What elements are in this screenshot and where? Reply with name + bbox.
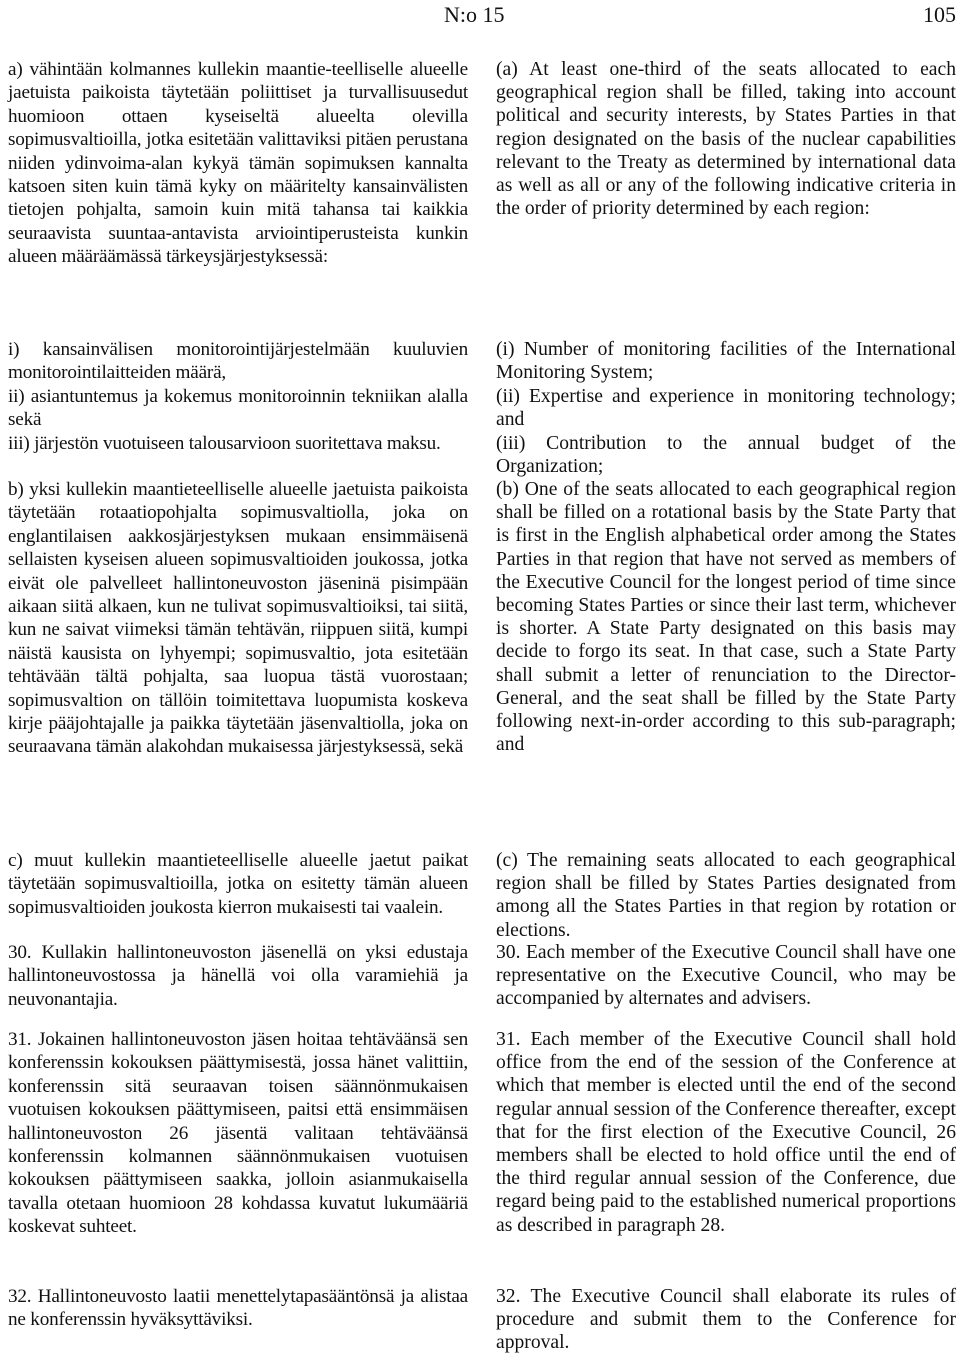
en-paragraph-30: 30. Each member of the Executive Council shall have one representative on the Executive Council, who may be accompanied by alternates and advisers.: [496, 942, 956, 1010]
page-number: 105: [923, 2, 956, 27]
fi-paragraph-32: 32. Hallintoneuvosto laatii menettelytapasääntönsä ja alistaa ne konferenssin hyväksyttäviksi.: [8, 1286, 468, 1331]
en-paragraph-32: 32. The Executive Council shall elaborate its rules of procedure and submit them to the Conference for approval.: [496, 1286, 956, 1354]
en-paragraph-c: (c) The remaining seats allocated to each geographical region shall be filled by States Parties designated from among all the States Parties in that region by rotation or elections.: [496, 850, 956, 941]
issue-number: N:o 15: [444, 2, 505, 27]
fi-item-i: i) kansainvälisen monitorointijärjestelmään kuuluvien monitorointilaitteiden määrä,: [8, 339, 468, 384]
fi-paragraph-b: b) yksi kullekin maantieteelliselle alueelle jaetuista paikoista täytetään rotaatiopohjalta sopimusvaltiolla, joka on englantilaisen aakkosjärjestyksen mukaan ensimmäisenä sellaisten kyseisen alueen sopimusvaltioiden joukossa, jotka eivät ole palvelleet hallintoneuvoston jäseninä pisimpään aikaan siitä alkaen, kun ne tulivat sopimusvaltioiksi, tai siitä, kun ne saivat viimeksi tämän tehtävän, riippuen siitä, kumpi näistä kausista on lyhyempi; sopimusvaltio, jota esitetään tehtävään tältä pohjalta, saa luopua tästä vuorostaan; sopimusvaltion on tällöin toimitettava luopumista koskeva kirje pääjohtajalle ja paikka täytetään jäsenvaltiolla, joka on seuraavana tämän alakohdan mukaisessa järjestyksessä, sekä: [8, 479, 468, 758]
en-paragraph-31: 31. Each member of the Executive Council shall hold office from the end of the session of the Conference at which that member is elected until the end of the second regular annual session of the Conference thereafter, except that for the first election of the Executive Council, 26 members shall be elected to hold office until the end of the third regular annual session of the Conference, due regard being paid to the established numerical proportions as described in paragraph 28.: [496, 1029, 956, 1236]
fi-paragraph-c: c) muut kullekin maantieteelliselle alueelle jaetut paikat täytetään sopimusvaltioilla, jotka on esitetty tämän alueen sopimusvaltioiden joukosta kierron mukaisesti tai vaalein.: [8, 850, 468, 918]
en-paragraph-a: (a) At least one-third of the seats allocated to each geographical region shall be filled, taking into account political and security interests, by States Parties in that region designated on the basis of the nuclear capabilities relevant to the Treaty as determined by international data as well as all or any of the following indicative criteria in the order of priority determined by each region:: [496, 59, 956, 220]
en-paragraph-b: (b) One of the seats allocated to each geographical region shall be filled on a rotational basis by the State Party that is first in the English alphabetical order among the States Parties in that region that have not served as members of the Executive Council for the longest period of time since becoming States Parties or since their last term, whichever is shorter. A State Party designated on this basis may decide to forgo its seat. In that case, such a State Party shall submit a letter of renunciation to the Director-General, and the seat shall be filled by the State Party following next-in-order according to this sub-paragraph; and: [496, 479, 956, 756]
en-item-i: (i) Number of monitoring facilities of the International Monitoring System;: [496, 339, 956, 384]
fi-paragraph-31: 31. Jokainen hallintoneuvoston jäsen hoitaa tehtäväänsä sen konferenssin kokouksen päättymisestä, jossa hänet valittiin, konferenssin sitä seuraavan toisen säännönmukaisen vuotuisen kokouksen päättymiseen, paitsi että ensimmäisen hallintoneuvoston 26 jäsentä valitaan tehtäväänsä konferenssin kolmannen säännönmukaisen vuotuisen kokouksen päättymiseen saakka, jolloin asianmukaisella tavalla otetaan huomioon 28 kohdassa kuvatut lukumääriä koskevat suhteet.: [8, 1029, 468, 1238]
fi-paragraph-30: 30. Kullakin hallintoneuvoston jäsenellä on yksi edustaja hallintoneuvostossa ja hänellä voi olla varamiehiä ja neuvonantajia.: [8, 942, 468, 1010]
fi-item-ii: ii) asiantuntemus ja kokemus monitoroinnin tekniikan alalla sekä: [8, 386, 468, 431]
fi-paragraph-a: a) vähintään kolmannes kullekin maantie-teelliselle alueelle jaetuista paikoista täytetään poliittiset ja turvallisuusedut huomioon ottaen kyseiseltä alueelta olevilla sopimusvaltioilla, jotka esitetään valittaviksi pitäen perustana niiden ydinvoima-alan kykyä tämän sopimuksen kannalta katsoen siten kuin tämä kyky on määritelty kansainvälisten tietojen pohjalta, samoin kuin mitä tahansa tai kaikkia seuraavista suuntaa-antavista arviointiperusteista kunkin alueen määräämässä tärkeysjärjestyksessä:: [8, 59, 468, 268]
fi-item-iii: iii) järjestön vuotuiseen talousarvioon suoritettava maksu.: [8, 433, 441, 454]
en-item-iii: (iii) Contribution to the annual budget of the Organization;: [496, 433, 956, 478]
en-item-ii: (ii) Expertise and experience in monitoring technology; and: [496, 386, 956, 431]
